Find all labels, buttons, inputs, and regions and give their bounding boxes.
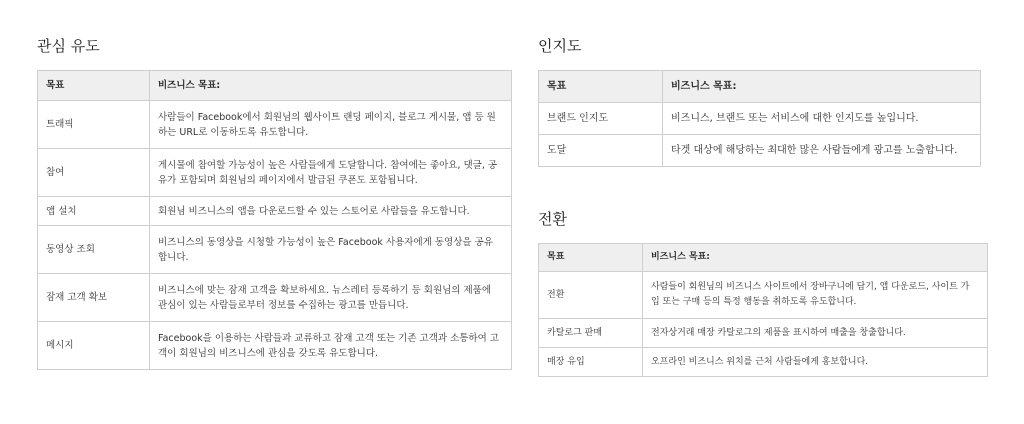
conversion-section <box>538 209 970 367</box>
table-row <box>38 322 512 370</box>
objective-name: 트래픽 <box>38 101 150 149</box>
objective-description: 비즈니스의 동영상을 시청할 가능성이 높은 Facebook 사용자에게 동영상을 공유합니다. <box>150 226 512 274</box>
conversion-objectives-table <box>538 243 988 377</box>
section-title-interest: 관심 유도 <box>37 37 100 55</box>
header-business-goal: 비즈니스 목표: <box>643 244 988 272</box>
objective-name: 참여 <box>38 149 150 197</box>
objective-name: 카탈로그 판매 <box>539 319 643 348</box>
table-header-row <box>539 71 981 103</box>
table-row <box>38 197 512 226</box>
table-row <box>38 226 512 274</box>
objective-description: 게시물에 참여할 가능성이 높은 사람들에게 도달합니다. 참여에는 좋아요, 댓글, 공유가 포함되며 회원님의 페이지에서 발급된 쿠폰도 포함됩니다. <box>150 149 512 197</box>
objective-name: 전환 <box>539 272 643 319</box>
header-business-goal: 비즈니스 목표: <box>663 71 981 103</box>
table-header-row <box>539 244 988 272</box>
objective-description: 회원님 비즈니스의 앱을 다운로드할 수 있는 스토어로 사람들을 유도합니다. <box>150 197 512 226</box>
objective-name: 동영상 조회 <box>38 226 150 274</box>
objective-name: 매장 유입 <box>539 348 643 377</box>
objective-name: 메시지 <box>38 322 150 370</box>
objective-name: 도달 <box>539 135 663 167</box>
interest-section <box>37 36 499 359</box>
objective-description: Facebook을 이용하는 사람들과 교류하고 잠재 고객 또는 기존 고객과 소통하여 고객이 회원님의 비즈니스에 관심을 갖도록 유도합니다. <box>150 322 512 370</box>
objective-description: 타겟 대상에 해당하는 최대한 많은 사람들에게 광고를 노출합니다. <box>663 135 981 167</box>
objective-name: 잠재 고객 확보 <box>38 274 150 322</box>
section-title-awareness: 인지도 <box>538 37 582 55</box>
table-row <box>38 274 512 322</box>
awareness-section <box>538 36 958 156</box>
awareness-objectives-table <box>538 70 981 167</box>
objective-description: 사람들이 Facebook에서 회원님의 웹사이트 랜딩 페이지, 블로그 게시물, 앱 등 원하는 URL로 이동하도록 유도합니다. <box>150 101 512 149</box>
objective-description: 오프라인 비즈니스 위치를 근처 사람들에게 홍보합니다. <box>643 348 988 377</box>
objective-name: 브랜드 인지도 <box>539 103 663 135</box>
objective-description: 전자상거래 매장 카탈로그의 제품을 표시하여 매출을 창출합니다. <box>643 319 988 348</box>
header-objective: 목표 <box>539 71 663 103</box>
header-objective: 목표 <box>38 71 150 101</box>
header-objective: 목표 <box>539 244 643 272</box>
objective-description: 사람들이 회원님의 비즈니스 사이트에서 장바구니에 담기, 앱 다운로드, 사이트 가입 또는 구매 등의 특정 행동을 취하도록 유도합니다. <box>643 272 988 319</box>
table-row <box>539 348 988 377</box>
section-title-conversion: 전환 <box>538 210 567 228</box>
table-row <box>38 149 512 197</box>
interest-objectives-table <box>37 70 512 370</box>
header-business-goal: 비즈니스 목표: <box>150 71 512 101</box>
table-row <box>539 272 988 319</box>
objective-description: 비즈니스에 맞는 잠재 고객을 확보하세요. 뉴스레터 등록하기 등 회원님의 제품에 관심이 있는 사람들로부터 정보를 수집하는 광고를 만듭니다. <box>150 274 512 322</box>
table-header-row <box>38 71 512 101</box>
table-row <box>539 319 988 348</box>
objective-name: 앱 설치 <box>38 197 150 226</box>
objective-description: 비즈니스, 브랜드 또는 서비스에 대한 인지도를 높입니다. <box>663 103 981 135</box>
table-row <box>539 103 981 135</box>
table-row <box>539 135 981 167</box>
table-row <box>38 101 512 149</box>
